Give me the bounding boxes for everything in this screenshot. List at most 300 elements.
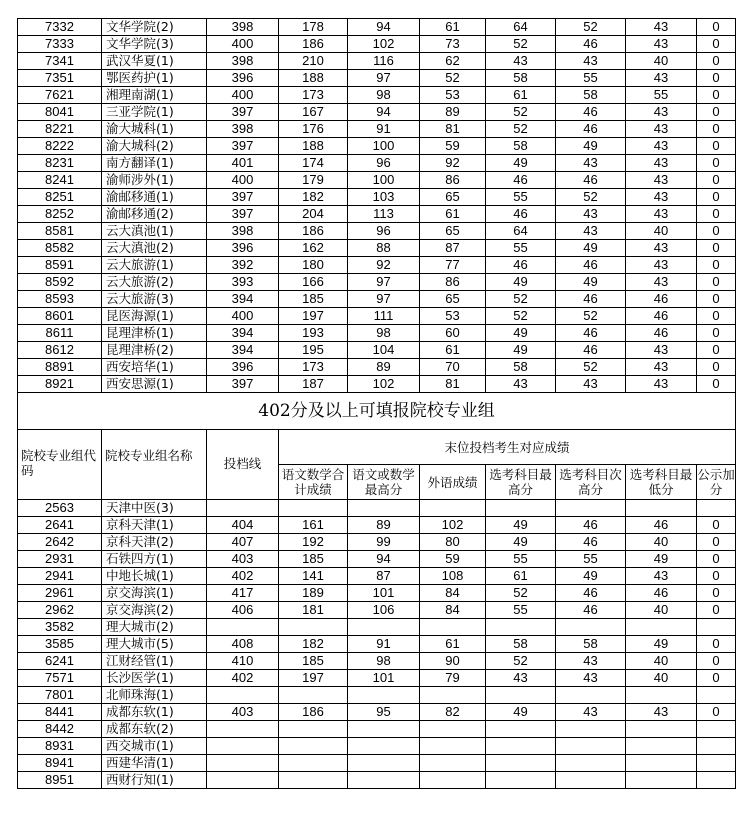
table-cell: 43	[626, 342, 697, 359]
table-row	[18, 325, 736, 342]
table-cell	[348, 500, 420, 517]
table-cell: 0	[697, 308, 736, 325]
table-cell: 0	[697, 36, 736, 53]
table-cell: 65	[420, 189, 486, 206]
table-cell: 167	[279, 104, 348, 121]
table-cell	[486, 687, 556, 704]
table-cell: 43	[626, 155, 697, 172]
table-cell	[348, 772, 420, 789]
table-cell: 云大旅游(2)	[102, 274, 207, 291]
table-cell: 46	[556, 534, 626, 551]
table-cell: 65	[420, 223, 486, 240]
table-cell: 49	[626, 551, 697, 568]
table-cell: 89	[420, 104, 486, 121]
table-cell	[486, 755, 556, 772]
table-cell	[556, 619, 626, 636]
table-cell: 长沙医学(1)	[102, 670, 207, 687]
table-cell: 46	[556, 291, 626, 308]
table-row	[18, 602, 736, 619]
table-cell: 西交城市(1)	[102, 738, 207, 755]
table-cell	[207, 755, 279, 772]
table-cell: 8591	[18, 257, 102, 274]
table-cell: 43	[556, 653, 626, 670]
table-cell: 397	[207, 104, 279, 121]
table-row	[18, 274, 736, 291]
table-cell: 195	[279, 342, 348, 359]
table-cell: 理大城市(2)	[102, 619, 207, 636]
table-cell: 京交海滨(1)	[102, 585, 207, 602]
table-cell: 46	[626, 325, 697, 342]
table-cell: 58	[486, 359, 556, 376]
table-cell: 55	[486, 551, 556, 568]
table-row	[18, 291, 736, 308]
table-cell: 397	[207, 376, 279, 393]
table-cell: 61	[420, 206, 486, 223]
table-row	[18, 636, 736, 653]
table-cell: 96	[348, 155, 420, 172]
table-row	[18, 670, 736, 687]
table-cell: 102	[348, 376, 420, 393]
table-cell: 8231	[18, 155, 102, 172]
table-cell: 鄂医药护(1)	[102, 70, 207, 87]
table-cell: 52	[486, 291, 556, 308]
table-cell: 180	[279, 257, 348, 274]
table-cell: 湘理南湖(1)	[102, 87, 207, 104]
table-cell: 61	[420, 19, 486, 36]
table-cell: 106	[348, 602, 420, 619]
table-cell: 46	[556, 257, 626, 274]
table-cell: 197	[279, 670, 348, 687]
table-cell: 49	[556, 568, 626, 585]
table-cell: 89	[348, 359, 420, 376]
table-cell	[697, 772, 736, 789]
table-cell: 61	[420, 636, 486, 653]
table-cell: 8601	[18, 308, 102, 325]
table-cell: 0	[697, 257, 736, 274]
table-cell: 88	[348, 240, 420, 257]
table-cell: 7571	[18, 670, 102, 687]
table-row	[18, 155, 736, 172]
table-cell: 北师珠海(1)	[102, 687, 207, 704]
table-cell	[556, 755, 626, 772]
table-cell: 昆理津桥(2)	[102, 342, 207, 359]
table-cell: 8592	[18, 274, 102, 291]
table-cell: 三亚学院(1)	[102, 104, 207, 121]
table-cell	[420, 721, 486, 738]
table-cell: 87	[348, 568, 420, 585]
table-cell: 43	[626, 206, 697, 223]
header-sub-1: 语文或数学最高分	[348, 465, 420, 500]
table-cell: 64	[486, 223, 556, 240]
table-cell	[697, 500, 736, 517]
table-cell: 101	[348, 670, 420, 687]
table-cell: 53	[420, 308, 486, 325]
table-cell: 193	[279, 325, 348, 342]
table-cell: 昆医海源(1)	[102, 308, 207, 325]
table-cell: 43	[556, 53, 626, 70]
table-cell: 55	[486, 240, 556, 257]
header-sub-0: 语文数学合计成绩	[279, 465, 348, 500]
table-cell: 8442	[18, 721, 102, 738]
table-cell: 406	[207, 602, 279, 619]
table-cell: 46	[556, 36, 626, 53]
table-cell: 0	[697, 274, 736, 291]
table-cell	[420, 755, 486, 772]
table-cell: 397	[207, 138, 279, 155]
table-cell: 392	[207, 257, 279, 274]
table-cell: 云大滇池(1)	[102, 223, 207, 240]
table-cell: 186	[279, 704, 348, 721]
table-cell: 2962	[18, 602, 102, 619]
table-cell: 0	[697, 342, 736, 359]
table-cell: 52	[556, 19, 626, 36]
column-header	[18, 430, 736, 500]
table-cell: 210	[279, 53, 348, 70]
table-cell	[556, 721, 626, 738]
table-cell: 398	[207, 53, 279, 70]
table-cell: 46	[556, 517, 626, 534]
table-cell: 2941	[18, 568, 102, 585]
table-cell	[626, 755, 697, 772]
table-cell: 0	[697, 585, 736, 602]
table-row	[18, 53, 736, 70]
table-row	[18, 206, 736, 223]
table-cell	[556, 500, 626, 517]
table-cell: 84	[420, 602, 486, 619]
table-cell: 59	[420, 551, 486, 568]
table-cell: 61	[486, 568, 556, 585]
table-row	[18, 308, 736, 325]
table-cell: 7332	[18, 19, 102, 36]
table-cell: 189	[279, 585, 348, 602]
table-cell: 52	[556, 359, 626, 376]
table-cell	[420, 500, 486, 517]
table-cell: 0	[697, 206, 736, 223]
table-cell: 95	[348, 704, 420, 721]
table-cell: 103	[348, 189, 420, 206]
table-cell	[279, 619, 348, 636]
table-cell: 197	[279, 308, 348, 325]
table-cell: 400	[207, 172, 279, 189]
table-cell: 162	[279, 240, 348, 257]
table-cell: 55	[556, 551, 626, 568]
table-cell: 52	[420, 70, 486, 87]
table-cell: 404	[207, 517, 279, 534]
table-cell: 58	[556, 636, 626, 653]
table-cell: 61	[420, 342, 486, 359]
table-row	[18, 704, 736, 721]
table-cell: 昆理津桥(1)	[102, 325, 207, 342]
table-cell: 43	[626, 121, 697, 138]
table-cell: 8441	[18, 704, 102, 721]
table-cell: 65	[420, 291, 486, 308]
table-cell	[279, 738, 348, 755]
table-cell: 43	[626, 104, 697, 121]
table-cell: 99	[348, 534, 420, 551]
table-cell: 46	[626, 291, 697, 308]
table-cell: 94	[348, 551, 420, 568]
table-row	[18, 619, 736, 636]
table-cell: 43	[626, 376, 697, 393]
table-cell: 70	[420, 359, 486, 376]
table-cell: 43	[626, 274, 697, 291]
table-row	[18, 240, 736, 257]
table-cell: 文华学院(3)	[102, 36, 207, 53]
table-cell: 403	[207, 551, 279, 568]
table-cell: 0	[697, 325, 736, 342]
table-cell: 173	[279, 87, 348, 104]
table-cell: 渝大城科(1)	[102, 121, 207, 138]
table-cell: 6241	[18, 653, 102, 670]
table-cell: 173	[279, 359, 348, 376]
table-cell: 46	[626, 585, 697, 602]
table-cell: 49	[486, 325, 556, 342]
table-cell	[697, 619, 736, 636]
table-cell: 0	[697, 359, 736, 376]
table-cell: 111	[348, 308, 420, 325]
table-cell: 79	[420, 670, 486, 687]
table-cell: 49	[626, 636, 697, 653]
table-cell: 73	[420, 36, 486, 53]
table-cell: 7801	[18, 687, 102, 704]
table-cell	[626, 687, 697, 704]
table-row	[18, 172, 736, 189]
table-cell: 81	[420, 376, 486, 393]
table-cell: 8221	[18, 121, 102, 138]
table-cell: 40	[626, 653, 697, 670]
table-cell	[348, 721, 420, 738]
table-cell: 0	[697, 291, 736, 308]
table-cell: 84	[420, 585, 486, 602]
table-cell: 2563	[18, 500, 102, 517]
table-cell: 43	[556, 206, 626, 223]
table-cell: 0	[697, 53, 736, 70]
table-cell: 8941	[18, 755, 102, 772]
table-cell: 8582	[18, 240, 102, 257]
table-cell: 59	[420, 138, 486, 155]
table-cell: 49	[556, 138, 626, 155]
table-cell: 43	[626, 189, 697, 206]
table-cell: 7351	[18, 70, 102, 87]
table-cell	[207, 500, 279, 517]
table-cell: 100	[348, 138, 420, 155]
table-cell: 64	[486, 19, 556, 36]
table-cell	[626, 738, 697, 755]
table-cell: 云大旅游(1)	[102, 257, 207, 274]
table-cell: 58	[486, 70, 556, 87]
table-cell: 46	[556, 172, 626, 189]
table-cell	[207, 772, 279, 789]
table-cell: 0	[697, 568, 736, 585]
table-cell: 0	[697, 121, 736, 138]
table-cell: 92	[420, 155, 486, 172]
table-cell: 408	[207, 636, 279, 653]
table-cell: 400	[207, 87, 279, 104]
header-group: 末位投档考生对应成绩	[279, 430, 736, 465]
table-cell	[348, 738, 420, 755]
table-cell: 116	[348, 53, 420, 70]
table-cell: 96	[348, 223, 420, 240]
table-cell: 京科天津(1)	[102, 517, 207, 534]
table-cell: 8951	[18, 772, 102, 789]
table-cell: 52	[486, 585, 556, 602]
table-row	[18, 104, 736, 121]
table-cell: 55	[556, 70, 626, 87]
table-cell: 0	[697, 534, 736, 551]
table-cell: 0	[697, 155, 736, 172]
table-cell: 8611	[18, 325, 102, 342]
table-cell: 58	[556, 87, 626, 104]
table-row	[18, 342, 736, 359]
table-cell: 58	[486, 636, 556, 653]
table-cell	[420, 772, 486, 789]
table-cell: 0	[697, 551, 736, 568]
table-cell: 43	[626, 70, 697, 87]
table-cell: 403	[207, 704, 279, 721]
table-cell: 渝邮移通(1)	[102, 189, 207, 206]
table-cell: 43	[556, 704, 626, 721]
table-cell	[697, 721, 736, 738]
table-cell: 398	[207, 19, 279, 36]
table-cell: 成都东软(1)	[102, 704, 207, 721]
table-cell: 43	[556, 376, 626, 393]
table-cell: 0	[697, 636, 736, 653]
table-row	[18, 87, 736, 104]
table-cell	[279, 500, 348, 517]
table-cell: 49	[486, 342, 556, 359]
table-cell: 43	[626, 240, 697, 257]
table-cell: 云大旅游(3)	[102, 291, 207, 308]
table-cell: 46	[556, 121, 626, 138]
table-row	[18, 19, 736, 36]
table-cell: 43	[626, 704, 697, 721]
table-cell: 0	[697, 704, 736, 721]
table-cell: 西安培华(1)	[102, 359, 207, 376]
table-cell: 113	[348, 206, 420, 223]
table-cell: 53	[420, 87, 486, 104]
table-cell: 52	[486, 121, 556, 138]
table-cell: 江财经管(1)	[102, 653, 207, 670]
table-row	[18, 738, 736, 755]
table-cell: 0	[697, 653, 736, 670]
table-cell: 0	[697, 517, 736, 534]
table-cell	[279, 755, 348, 772]
table-cell: 82	[420, 704, 486, 721]
score-table	[17, 18, 736, 789]
table-row	[18, 721, 736, 738]
table-cell: 49	[556, 240, 626, 257]
table-cell: 渝师涉外(1)	[102, 172, 207, 189]
table-cell: 40	[626, 223, 697, 240]
table-cell: 98	[348, 325, 420, 342]
table-cell: 武汉华夏(1)	[102, 53, 207, 70]
table-cell: 407	[207, 534, 279, 551]
header-sub-2: 外语成绩	[420, 465, 486, 500]
table-cell: 49	[486, 517, 556, 534]
table-cell: 402	[207, 670, 279, 687]
table-row	[18, 138, 736, 155]
table-cell: 188	[279, 138, 348, 155]
table-cell: 182	[279, 636, 348, 653]
table-cell: 40	[626, 534, 697, 551]
table-cell: 97	[348, 274, 420, 291]
table-row	[18, 585, 736, 602]
table-cell: 410	[207, 653, 279, 670]
table-cell: 46	[556, 104, 626, 121]
table-cell: 46	[486, 257, 556, 274]
table-cell	[556, 687, 626, 704]
table-cell	[486, 738, 556, 755]
table-cell: 理大城市(5)	[102, 636, 207, 653]
table-cell: 90	[420, 653, 486, 670]
top-rows	[18, 19, 736, 393]
table-cell: 49	[486, 274, 556, 291]
table-cell: 43	[626, 257, 697, 274]
table-cell: 8241	[18, 172, 102, 189]
table-cell	[207, 721, 279, 738]
table-cell: 0	[697, 104, 736, 121]
table-cell: 204	[279, 206, 348, 223]
table-cell: 7621	[18, 87, 102, 104]
table-cell: 102	[420, 517, 486, 534]
table-cell: 8931	[18, 738, 102, 755]
table-row	[18, 568, 736, 585]
table-cell: 2961	[18, 585, 102, 602]
table-cell: 97	[348, 291, 420, 308]
table-cell: 8891	[18, 359, 102, 376]
table-cell: 141	[279, 568, 348, 585]
table-cell: 46	[486, 206, 556, 223]
table-cell: 0	[697, 87, 736, 104]
table-cell: 天津中医(3)	[102, 500, 207, 517]
table-cell: 8041	[18, 104, 102, 121]
table-cell	[486, 619, 556, 636]
table-cell: 43	[626, 568, 697, 585]
table-cell: 0	[697, 172, 736, 189]
table-cell: 94	[348, 19, 420, 36]
table-cell	[486, 772, 556, 789]
table-cell: 52	[486, 653, 556, 670]
table-cell: 401	[207, 155, 279, 172]
table-row	[18, 653, 736, 670]
table-row	[18, 376, 736, 393]
table-cell: 100	[348, 172, 420, 189]
table-cell: 46	[556, 342, 626, 359]
table-cell: 402	[207, 568, 279, 585]
table-cell: 8581	[18, 223, 102, 240]
table-cell: 43	[626, 19, 697, 36]
table-cell: 62	[420, 53, 486, 70]
table-cell: 文华学院(2)	[102, 19, 207, 36]
table-cell	[420, 738, 486, 755]
section-title-block	[18, 393, 736, 430]
table-cell: 393	[207, 274, 279, 291]
table-cell	[348, 687, 420, 704]
table-cell	[279, 772, 348, 789]
table-row	[18, 755, 736, 772]
table-cell: 43	[486, 670, 556, 687]
table-cell: 52	[556, 189, 626, 206]
table-cell: 98	[348, 87, 420, 104]
table-cell: 185	[279, 653, 348, 670]
table-cell: 0	[697, 70, 736, 87]
table-cell	[279, 687, 348, 704]
table-cell: 86	[420, 172, 486, 189]
table-cell: 97	[348, 70, 420, 87]
table-cell: 中地长城(1)	[102, 568, 207, 585]
table-cell: 161	[279, 517, 348, 534]
table-cell	[556, 772, 626, 789]
